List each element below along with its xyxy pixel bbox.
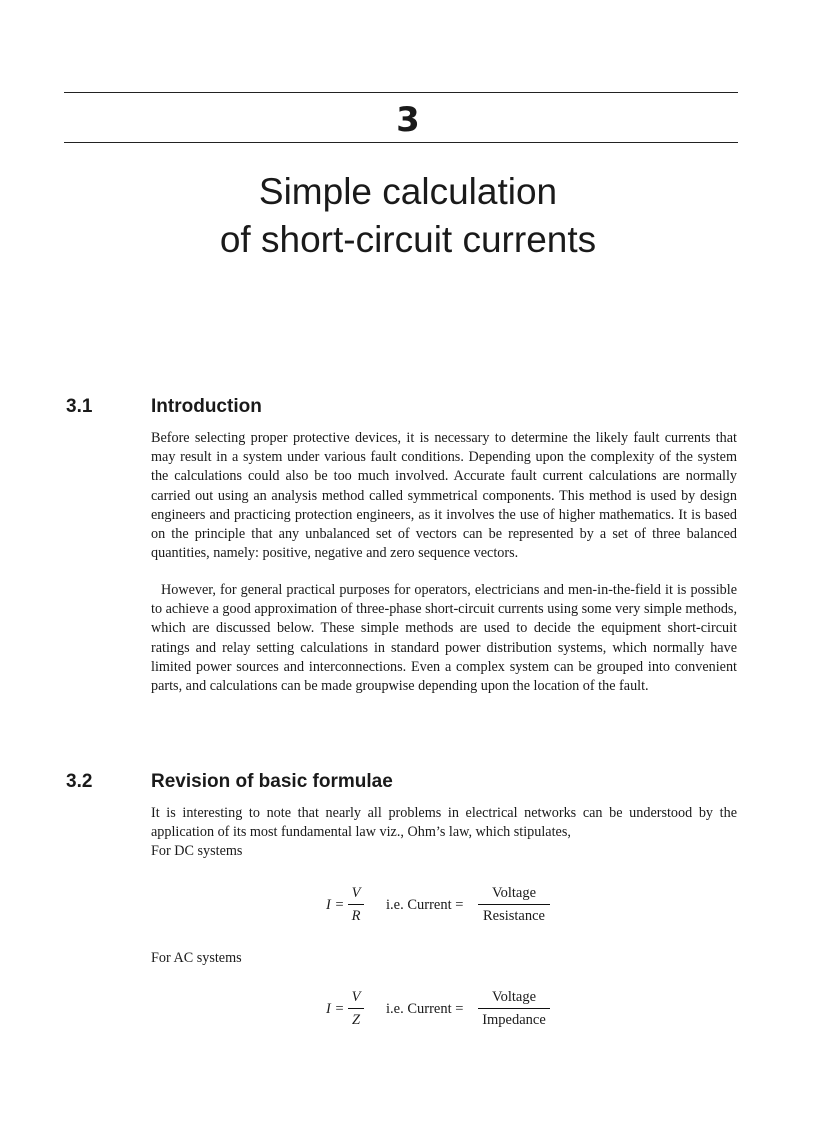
fraction-bar (478, 1008, 550, 1009)
paragraph: Before selecting proper protective devices, it is necessary to determine the likely fault currents that may result in a system under various fault conditions. Depending upon the complexity of the system the calculations could also be too much involved. Accurate fault current calculations are normally carried out using an analysis method called symmetrical components. This method is used by design engineers and practicing protection engineers, as it involves the use of higher mathematics. It is based on the principle that any unbalanced set of vectors can be represented by a set of three balanced quantities, namely: positive, negative and zero sequence vectors. (151, 430, 737, 562)
section-number: 3.1 (66, 396, 93, 417)
fraction-denominator: Z (351, 1012, 361, 1028)
fraction-numerator: V (351, 885, 361, 901)
fraction-bar (478, 904, 550, 905)
formula-word-fraction (478, 988, 550, 1029)
formula-lhs: I = (326, 1001, 345, 1017)
bottom-rule (64, 142, 738, 143)
fraction-bar (348, 904, 364, 905)
paragraph: It is interesting to note that nearly all problems in electrical networks can be understood by the application of its most fundamental law viz., Ohm’s law, which stipulates, (151, 805, 737, 841)
fraction-denominator: R (351, 908, 361, 924)
top-rule (64, 92, 738, 93)
chapter-number: 3 (396, 100, 420, 140)
fraction-numerator: Voltage (491, 989, 537, 1005)
formula-lhs: I = (326, 897, 345, 913)
formula-fraction (348, 884, 364, 925)
fraction-numerator: V (351, 989, 361, 1005)
section-title: Introduction (151, 396, 262, 417)
dc-formula (0, 882, 816, 932)
formula-ie-text: i.e. Current = (386, 1001, 464, 1017)
fraction-denominator: Resistance (482, 908, 545, 924)
chapter-title-line-2: of short-circuit currents (219, 219, 597, 260)
chapter-title-line-1: Simple calculation (258, 171, 558, 212)
fraction-numerator: Voltage (491, 885, 537, 901)
dc-systems-label: For DC systems (151, 843, 243, 859)
fraction-denominator: Impedance (482, 1012, 546, 1028)
formula-fraction (348, 988, 364, 1029)
section-number: 3.2 (66, 771, 93, 792)
paragraph: However, for general practical purposes for operators, electricians and men-in-the-field it is possible to achieve a good approximation of three-phase short-circuit currents using some very simple methods, which are discussed below. These simple methods are used to decide the equipment short-circuit ratings and relay setting calculations in standard power distribution systems, which normally have limited power sources and interconnections. Even a complex system can be grouped into convenient parts, and calculations can be made groupwise depending upon the location of the fault. (151, 582, 737, 695)
fraction-bar (348, 1008, 364, 1009)
ac-systems-label: For AC systems (151, 950, 242, 966)
ac-formula (0, 986, 816, 1036)
section-title: Revision of basic formulae (151, 771, 393, 792)
formula-ie-text: i.e. Current = (386, 897, 464, 913)
formula-word-fraction (478, 884, 550, 925)
chapter-title (0, 168, 816, 264)
